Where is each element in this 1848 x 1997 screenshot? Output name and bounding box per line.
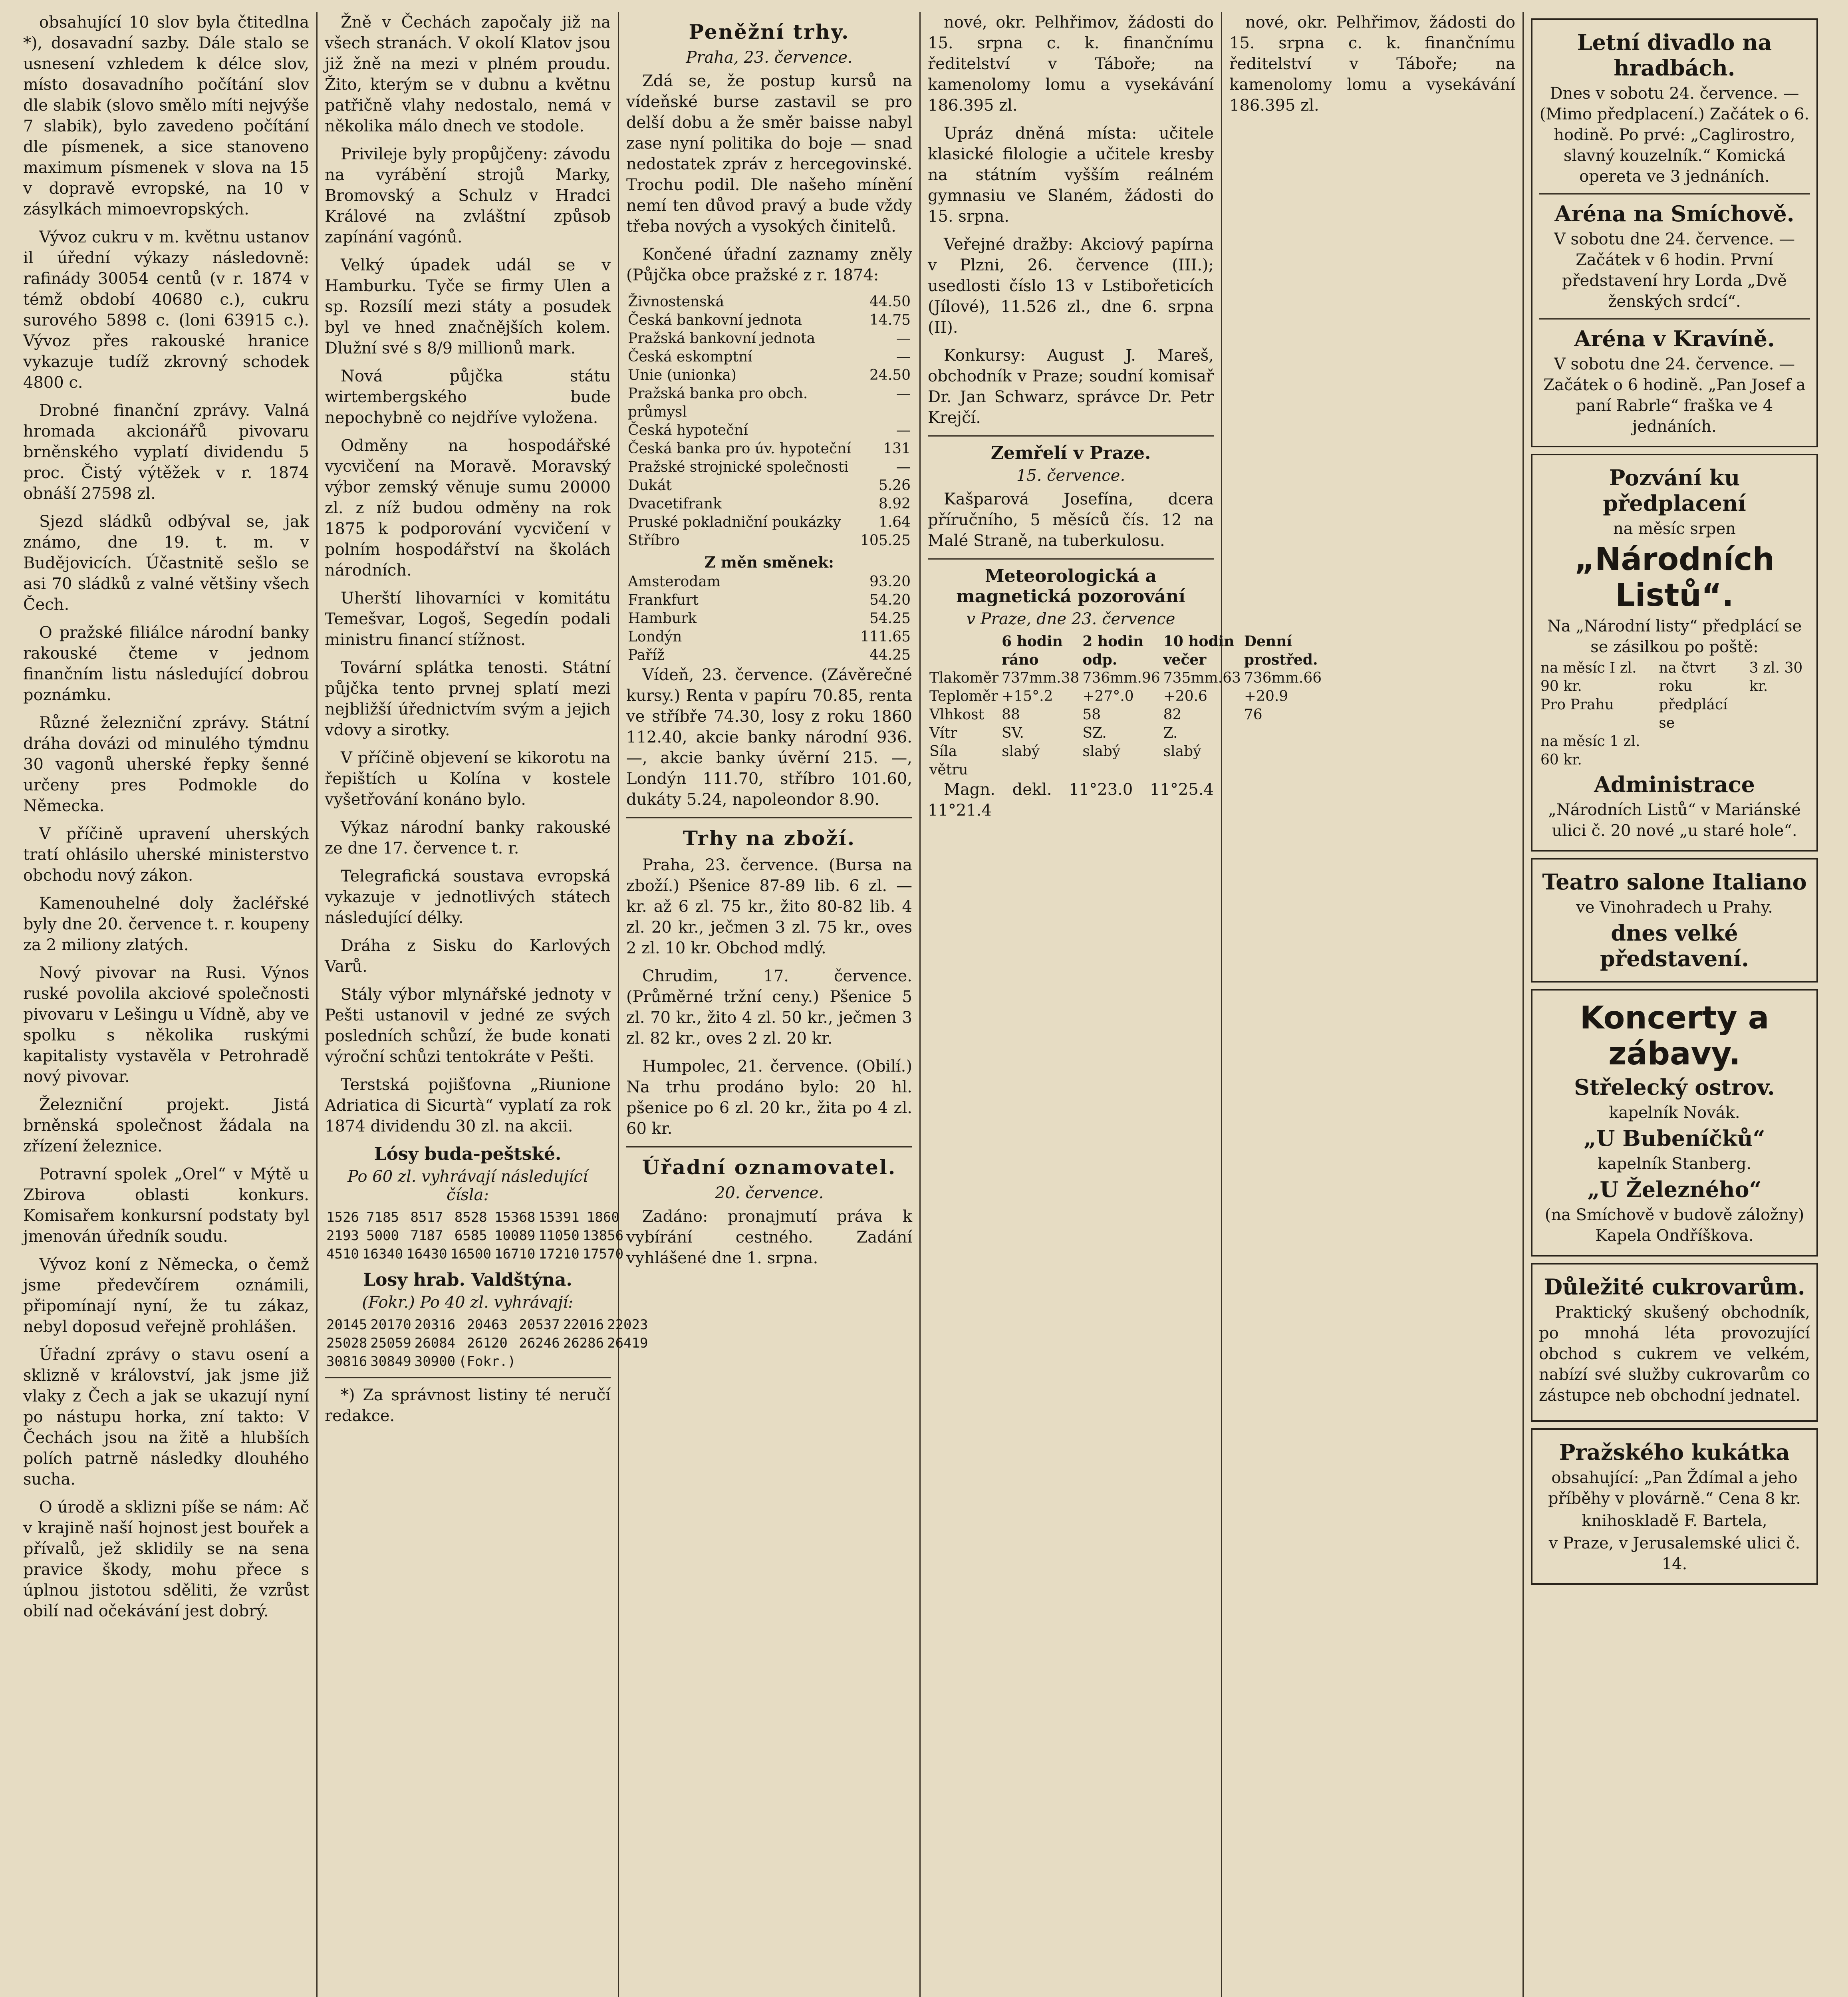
bookshop-name: knihoskladě F. Bartela, [1582, 1512, 1767, 1530]
table-cell: — [896, 330, 911, 347]
table-cell: 20316 [414, 1317, 456, 1333]
lottery-row [325, 1316, 649, 1334]
table-cell: 16430 [406, 1246, 447, 1262]
paragraph: obsahující 10 slov byla čtitedlna *), dosavadní sazby. Dále stalo se usnesení vzhledem k délce slov, místo dosavadního počítání slov dle slabik (slovo smělo míti nejvýše 7 slabik), bylo zavedeno počítání dle písmenek, a sice stanoveno maximum písmenek v slova na 15 v dopravě evropské, na 10 v zásylkách mimoevropských. [23, 13, 309, 218]
quote-row [626, 495, 912, 513]
table-cell: Londýn [628, 629, 682, 645]
paragraph: nové, okr. Pelhřimov, žádosti do 15. srpna c. k. finančnímu ředitelství v Táboře; na kamenolomy lomu a vysekávání 186.395 zl. [928, 13, 1214, 115]
paragraph: Odměny na hospodářské vycvičení na Moravě. Moravský výbor zemský věnuje sumu 20000 zl. z níž budou odměny na rok 1875 k podporování vycvičení v polním hospodářství na školách národních. [325, 437, 611, 580]
table-cell [1657, 732, 1747, 769]
divider [1539, 193, 1810, 195]
lottery-row [325, 1227, 625, 1245]
table-cell: +20.6 [1163, 688, 1207, 705]
footnote: *) Za správnost listiny té neručí redakce. [325, 1386, 611, 1425]
paragraph: Vídeň, 23. července. (Závěrečné kursy.) Renta v papíru 70.85, renta ve stříbře 74.30, losy z roku 1860 112.40, akcie banky národní 936. —, akcie banky úvěrní 215. —, Londýn 111.70, stříbro 101.60, dukáty 5.24, napoleondor 8.90. [626, 666, 912, 809]
price-row [1539, 659, 1810, 696]
paragraph: Upráz dněná místa: učitele klasické filologie a učitele kresby na státním vyšším reálném gymnasiu ve Slaném, žádosti do 15. srpna. [928, 124, 1214, 226]
venue-name: „U Železného“ [1587, 1177, 1762, 1202]
table-cell: 11050 [538, 1228, 580, 1244]
venue-band: kapelník Novák. [1609, 1104, 1740, 1122]
paragraph: Výkaz národní banky rakouské ze dne 17. července t. r. [325, 818, 611, 858]
venue-band: kapelník Stanberg. [1597, 1155, 1752, 1173]
teatro-performance: dnes velké představení. [1600, 920, 1749, 971]
quote-row [626, 330, 912, 348]
paragraph: V příčině upravení uherských tratí ohlásilo uherské ministerstvo obchodu nový zákon. [23, 825, 309, 885]
venue-name: Střelecký ostrov. [1574, 1074, 1775, 1100]
table-cell: Frankfurt [628, 592, 699, 608]
divider [626, 1146, 912, 1147]
newspaper-name: „Národních Listů“. [1574, 542, 1775, 613]
table-cell: 7185 [366, 1209, 399, 1225]
table-cell: 22023 [607, 1317, 648, 1333]
table-cell: 7187 [410, 1228, 443, 1244]
theatre-text: Dnes v sobotu 24. července. — (Mimo předplacení.) Začátek o 6. hodině. Po prvé: „Caglirostro, slavný kouzelník.“ Komická opereta ve 3 jednáních. [1539, 84, 1810, 186]
table-cell: Česká hypoteční [628, 422, 748, 439]
table-cell: — [896, 349, 911, 365]
table-cell: Síla větru [929, 743, 968, 778]
section-title: Úřadní oznamovatel. [642, 1155, 897, 1179]
table-header-cell [928, 632, 1000, 669]
table-header-cell: 10 hodin večer [1163, 633, 1235, 668]
table-cell: 111.65 [860, 629, 911, 645]
table-cell: slabý [1163, 743, 1201, 760]
kukatko-box [1531, 1428, 1818, 1585]
table-cell: 16710 [494, 1246, 536, 1262]
quote-row [626, 440, 912, 458]
column-6 [1524, 12, 1825, 1997]
table-cell: 24.50 [869, 367, 911, 383]
quote-row [626, 476, 912, 495]
paragraph: Potravní spolek „Orel“ v Mýtě u Zbirova oblasti konkurs. Komisařem konkursní podstaty byl jmenován úředník soudu. [23, 1165, 309, 1246]
lottery-row [325, 1334, 649, 1352]
paragraph: Vývoz cukru v m. květnu ustanov il úřední výkazy následovně: rafinády 30054 centů (v r. 1874 v témž období 40680 c.), cukru surového 5898 c. (loni 63915 c.). Vývoz přes rakouské hranice vykazuje tudíž zkrovný schodek 4800 c. [23, 228, 309, 392]
rate-row [626, 573, 912, 591]
columns [16, 12, 1832, 1997]
table-cell: Dukát [628, 477, 672, 494]
concerts-box [1531, 989, 1818, 1257]
table-cell: 93.20 [869, 574, 911, 590]
table-cell: Dvacetifrank [628, 496, 722, 512]
rate-row [626, 591, 912, 609]
column-4 [921, 12, 1322, 1997]
paragraph: Privileje byly propůjčeny: závodu na vyrábění strojů Marky, Bromovský a Schulz v Hradci Králové na zvláštní způsob zapínání vagónů. [325, 145, 611, 246]
table-cell: +20.9 [1244, 688, 1288, 705]
table-cell: 26419 [607, 1335, 648, 1351]
table-cell: 26120 [466, 1335, 508, 1351]
rate-row [626, 646, 912, 665]
table-cell: 54.25 [869, 610, 911, 627]
paragraph: Telegrafická soustava evropská vykazuje v jednotlivých státech následující délky. [325, 867, 611, 927]
table-cell: 1526 [326, 1209, 359, 1225]
paragraph: Tovární splátka tenosti. Státní půjčka tento prvnej splatí mezi nejbližší úřednictvím svým a jejich vdovy a sirotky. [325, 659, 611, 739]
table-cell: 4510 [326, 1246, 359, 1262]
paragraph: Velký úpadek udál se v Hamburku. Tyče se firmy Ulen a sp. Rozsílí mezi státy a posudek byl ve hned značnějších kolem. Dlužní své s 8/9 millionů mark. [325, 256, 611, 357]
table-cell: Pražská banka pro obch. průmysl [628, 385, 808, 420]
administration-text: „Národních Listů“ v Mariánské ulici č. 20 nové „u staré hole“. [1548, 801, 1801, 840]
rate-row [626, 628, 912, 646]
dateline: 20. července. [715, 1184, 824, 1202]
table-cell: 737mm.38 [1002, 670, 1080, 686]
paragraph: Nová půjčka státu wirtembergského bude nepochybně co nejdříve vyložena. [325, 367, 611, 427]
table-cell: předplácí se [1659, 697, 1728, 731]
section-title: Zemřelí v Praze. [990, 443, 1151, 463]
table-cell: 8517 [410, 1209, 443, 1225]
table-cell: 20463 [466, 1317, 508, 1333]
table-cell: +15°.2 [1002, 688, 1053, 705]
table-cell: 44.25 [869, 647, 911, 663]
paragraph: Železniční projekt. Jistá brněnská společnost žádala na zřízení železnice. [23, 1096, 309, 1155]
table-cell: 44.50 [869, 294, 911, 310]
table-cell: 131 [883, 441, 911, 457]
table-cell: 735mm.63 [1163, 670, 1241, 686]
table-header-cell: 6 hodin ráno [1002, 633, 1063, 668]
table-cell: 82 [1163, 707, 1182, 723]
paragraph: V příčině objevení se kikorotu na řepištích u Kolína v kostele vyšetřování konáno bylo. [325, 749, 611, 809]
bookshop-address: v Praze, v Jerusalemské ulici č. 14. [1548, 1534, 1800, 1573]
rate-row [626, 609, 912, 628]
quotes-table [626, 293, 912, 550]
table-cell: Vlhkost [929, 707, 985, 723]
divider [1539, 318, 1810, 320]
table-cell: 20170 [370, 1317, 411, 1333]
table-cell: Unie (unionka) [628, 367, 736, 383]
table-cell: Amsterodam [628, 574, 721, 590]
rates-table [626, 573, 912, 665]
table-cell: 2193 [326, 1228, 359, 1244]
theatre-title: Aréna na Smíchově. [1554, 201, 1794, 226]
divider [626, 817, 912, 818]
lottery-row [325, 1352, 649, 1371]
table-cell: — [896, 422, 911, 439]
table-cell: 20145 [326, 1317, 367, 1333]
table-cell: 26084 [414, 1335, 456, 1351]
column-1 [16, 12, 318, 1997]
table-cell: 5000 [366, 1228, 399, 1244]
table-cell: slabý [1002, 743, 1040, 760]
theatre-title: Letní divadlo na hradbách. [1577, 30, 1772, 81]
paragraph: Magn. dekl. 11°23.0 11°25.4 11°21.4 [928, 780, 1214, 820]
table-cell: — [896, 459, 911, 475]
section-title: Trhy na zboží. [683, 826, 856, 850]
paragraph: Zdá se, že postup kursů na vídeňské burse zastavil se pro delší dobu a že směr baisse nabyl zase nyní politika do boje — snad nedostatek zpráv z hercegovinské. Trochu podil. Dle našeho mínění nemí ten důvod pravý a bude vždy třeba nových a vysokých činitelů. [626, 72, 912, 236]
table-header-cell: 2 hodin odp. [1082, 633, 1144, 668]
table-cell: 10089 [494, 1228, 536, 1244]
table-cell: 17210 [538, 1246, 580, 1262]
divider [928, 435, 1214, 437]
table-cell: 105.25 [860, 532, 911, 549]
paragraph: Vývoz koní z Německa, o čemž jsme předevčírem oznámili, připomínají nyní, že tu zákaz, nebyl doposud veřejně prohlášen. [23, 1255, 309, 1336]
table-cell: 736mm.96 [1082, 670, 1160, 686]
divider [325, 1377, 611, 1378]
table-cell: 16500 [450, 1246, 491, 1262]
lottery-title: Losy hrab. Valdštýna. [363, 1270, 572, 1290]
kukatko-title: Pražského kukátka [1559, 1439, 1790, 1465]
table-cell: SV. [1002, 725, 1024, 741]
lottery-table [325, 1208, 625, 1263]
paragraph: Uherští lihovarníci v komitátu Temešvar, Logoš, Segedín podali ministru financí stížnost. [325, 589, 611, 649]
lottery-subtitle: Po 60 zl. vyhrávají následující čísla: [347, 1167, 588, 1204]
table-cell [517, 1352, 561, 1371]
sugar-ad-box [1531, 1263, 1818, 1422]
table-cell: Vítr [929, 725, 957, 741]
table-cell: 88 [1002, 707, 1020, 723]
dateline: Praha, 23. července. [686, 48, 853, 67]
table-header-cell: Denní prostřed. [1244, 633, 1318, 668]
table-cell: Teploměr [929, 688, 998, 705]
venue-name: „U Bubeníčků“ [1584, 1126, 1765, 1151]
dateline: 15. července. [1016, 466, 1125, 485]
rates-label: Z měn směnek: [704, 553, 834, 571]
paragraph: Nový pivovar na Rusi. Výnos ruské povolila akciové společnosti pivovaru v Lešingu u Vídně, aby ve spolku s několika ruskými kapitalisty vystavěla v Petrohradě nový pivovar. [23, 964, 309, 1086]
section-title: Peněžní trhy. [689, 20, 850, 44]
table-cell: 54.20 [869, 592, 911, 608]
table-cell: 1860 [586, 1209, 619, 1225]
paragraph: Kašparová Josefína, dcera příručního, 5 měsíců čís. 12 na Malé Straně, na tuberkulosu. [928, 490, 1214, 550]
price-row [1539, 732, 1810, 769]
subscription-prices [1539, 659, 1810, 769]
concerts-title: Koncerty a zábavy. [1580, 1000, 1769, 1072]
table-cell: 736mm.66 [1244, 670, 1322, 686]
table-cell: Pruské pokladniční poukázky [628, 514, 841, 530]
paragraph: O úrodě a sklizni píše se nám: Ač v krajině naší hojnost jest bouřek a přívalů, jež sklidily se na sena pravice škody, mohu přece s úplnou jistotou sděliti, že vzrůst obilí nad očekávání jest dobrý. [23, 1498, 309, 1620]
quote-row [626, 532, 912, 550]
paragraph: Veřejné dražby: Akciový papírna v Plzni, 26. července (III.); usedlosti číslo 13 v Lstibořeticích (Jílové), 11.526 zl., dne 6. srpna (II). [928, 235, 1214, 337]
table-cell: 22016 [563, 1317, 604, 1333]
quote-row [626, 385, 912, 421]
table-cell: SZ. [1082, 725, 1107, 741]
table-cell: Živnostenská [628, 294, 724, 310]
table-cell: Česká bankovní jednota [628, 312, 802, 328]
lottery-table [325, 1316, 649, 1371]
paragraph: Žně v Čechách započaly již na všech stranách. V okolí Klatov jsou již žně na mezi v plném proudu. Žito, kterým se v dubnu a květnu patřičně vlahy nedostalo, nemá v několika málo dnech ve stodole. [325, 13, 611, 135]
subscription-title: Pozvání ku předplacení [1603, 465, 1746, 516]
paragraph: Praha, 23. července. (Bursa na zboží.) Pšenice 87-89 lib. 6 zl. — kr. až 6 zl. 75 kr., žito 80-82 lib. 4 zl. 20 kr., ječmen 3 zl. 75 kr., oves 2 zl. 10 kr. Obchod mdlý. [626, 856, 912, 957]
table-cell: 13856 [582, 1228, 624, 1244]
paragraph: Terstská pojišťovna „Riunione Adriatica di Sicurtà“ vyplatí za rok 1874 dividendu 30 zl. na akcii. [325, 1076, 611, 1135]
paragraph: Sjezd sládků odbýval se, jak známo, dne 19. t. m. v Budějovicích. Účastnitě sešlo se asi 70 sládků z valné většiny všech Čech. [23, 512, 309, 614]
table-cell: 58 [1082, 707, 1101, 723]
sugar-ad-text: Praktický skušený obchodník, po mnohá léta provozující obchod s cukrem ve velkém, nabízí své služby cukrovarům co zástupce neb obchodní jednatel. [1539, 1303, 1810, 1405]
table-cell: slabý [1082, 743, 1121, 760]
table-cell [1748, 696, 1810, 732]
table-cell: Česká eskomptní [628, 349, 752, 365]
quote-row [626, 366, 912, 385]
paragraph: Stály výbor mlynářské jednoty v Pešti ustanovil v jedné ze svých posledních schůzí, že bude konati výroční schůzi tentokráte v Pešti. [325, 985, 611, 1066]
subscription-text: Na „Národní listy“ předplácí se se zásilkou po poště: [1547, 617, 1802, 656]
table-cell: 30816 [326, 1354, 367, 1370]
lottery-title: Lósy buda-peštské. [374, 1144, 562, 1164]
table-cell: (Fokr.) [459, 1354, 516, 1370]
sugar-ad-title: Důležité cukrovarům. [1544, 1274, 1805, 1300]
table-cell: Pro Prahu [1540, 697, 1614, 713]
quote-row [626, 513, 912, 532]
table-cell: 30849 [370, 1354, 411, 1370]
table-cell: 8.92 [878, 496, 911, 512]
table-cell: Z. [1163, 725, 1178, 741]
table-cell: na měsíc 1 zl. 60 kr. [1540, 733, 1640, 768]
quote-row [626, 458, 912, 476]
lottery-subtitle: (Fokr.) Po 40 zl. vyhrávají: [362, 1293, 574, 1312]
table-cell: 25028 [326, 1335, 367, 1351]
table-cell: 30900 [414, 1354, 456, 1370]
table-cell: +27°.0 [1082, 688, 1134, 705]
table-cell: 26246 [519, 1335, 560, 1351]
dateline: v Praze, dne 23. července [966, 610, 1175, 628]
table-cell: na měsíc I zl. 90 kr. [1540, 660, 1637, 695]
table-cell: Pražská bankovní jednota [628, 330, 816, 347]
column-3 [619, 12, 921, 1997]
paragraph: Končené úřadní zaznamy zněly (Půjčka obce pražské z r. 1874: [626, 245, 912, 284]
table-cell: Paříž [628, 647, 665, 663]
subscription-box [1531, 454, 1818, 852]
table-cell: 5.26 [878, 477, 911, 494]
table-cell: 25059 [370, 1335, 411, 1351]
table-cell: 26286 [563, 1335, 604, 1351]
table-cell: 1.64 [878, 514, 911, 530]
table-cell: Tlakoměr [929, 670, 999, 686]
paragraph: Zadáno: pronajmutí práva k vybírání cestného. Zadání vyhlášené dne 1. srpna. [626, 1207, 912, 1267]
quote-row [626, 348, 912, 366]
quote-row [626, 421, 912, 440]
table-cell [562, 1352, 605, 1371]
column-5 [1222, 12, 1524, 1997]
table-cell: 76 [1244, 707, 1262, 723]
lottery-row [325, 1245, 625, 1263]
table-cell: 6585 [454, 1228, 487, 1244]
paragraph: Úřadní zprávy o stavu osení a sklizně v království, jak jsme již vlaky z Čech a jak se ukazují nyní po nástupu horka, zní takto: V Čechách jsou na žitě a hlubších polích patrně následky dlouhého sucha. [23, 1346, 309, 1489]
paragraph: Konkursy: August J. Mareš, obchodník v Praze; soudní komisař Dr. Jan Schwarz, správce Dr. Petr Krejčí. [928, 346, 1214, 427]
quote-row [626, 293, 912, 311]
administration-title: Administrace [1594, 772, 1755, 797]
theatre-box [1531, 18, 1818, 447]
paragraph: Kamenouhelné doly žacléřské byly dne 20. července t. r. koupeny za 2 miliony zlatých. [23, 894, 309, 954]
paragraph: Dráha z Sisku do Karlových Varů. [325, 937, 611, 976]
kukatko-text: obsahující: „Pan Ždímal a jeho příběhy v plovárně.“ Cena 8 kr. [1548, 1469, 1801, 1508]
paragraph: Drobné finanční zprávy. Valná hromada akcionářů pivovaru brněnského vyplatí dividendu 5 proc. Čistý výtěžek v r. 1874 obnáší 27598 zl. [23, 401, 309, 503]
theatre-text: V sobotu dne 24. července. — Začátek o 6 hodině. „Pan Josef a paní Rabrle“ fraška ve 4 jednáních. [1543, 355, 1806, 436]
table-cell: Hamburk [628, 610, 697, 627]
theatre-text: V sobotu dne 24. července. — Začátek v 6 hodin. První představení hry Lorda „Dvě ženských srdcí“. [1554, 230, 1795, 311]
teatro-text: ve Vinohradech u Prahy. [1576, 898, 1773, 917]
table-cell [1748, 732, 1810, 769]
table-cell: Pražské strojnické společnosti [628, 459, 849, 475]
lottery-row [325, 1208, 625, 1227]
paragraph: Chrudim, 17. července. (Průměrné tržní ceny.) Pšenice 5 zl. 70 kr., žito 4 zl. 50 kr., ječmen 3 zl. 82 kr., oves 2 zl. 20 kr. [626, 967, 912, 1048]
subscription-subtitle: na měsíc srpen [1613, 520, 1736, 538]
table-cell: 8528 [454, 1209, 487, 1225]
divider [928, 558, 1214, 560]
venue-band: (na Smíchově v budově záložny) Kapela Ondříškova. [1544, 1206, 1804, 1245]
table-cell: 3 zl. 30 kr. [1749, 660, 1803, 695]
teatro-title: Teatro salone Italiano [1542, 869, 1807, 895]
teatro-box [1531, 858, 1818, 983]
paragraph: Humpolec, 21. července. (Obilí.) Na trhu prodáno bylo: 20 hl. pšenice po 6 zl. 20 kr., žita po 4 zl. 60 kr. [626, 1057, 912, 1138]
quote-row [626, 311, 912, 330]
paragraph: Různé železniční zprávy. Státní dráha dovázi od minulého týmdnu 30 vagonů uherské řepky šenné určeny pres Podmokle do Německa. [23, 714, 309, 815]
table-cell: 17570 [582, 1246, 624, 1262]
table-cell: 15368 [494, 1209, 536, 1225]
paragraph: O pražské filiálce národní banky rakouské čteme v jednom finančním listu následující dobrou poznámku. [23, 623, 309, 704]
section-title: Meteorologická a magnetická pozorování [956, 566, 1185, 607]
table-cell: 15391 [538, 1209, 580, 1225]
table-cell: 14.75 [869, 312, 911, 328]
table-cell: — [896, 385, 911, 402]
table-cell: Česká banka pro úv. hypoteční [628, 441, 851, 457]
table-cell: 16340 [362, 1246, 403, 1262]
price-row [1539, 696, 1810, 732]
paragraph: nové, okr. Pelhřimov, žádosti do 15. srpna c. k. finančnímu ředitelství v Táboře; na kamenolomy lomu a vysekávání 186.395 zl. [1229, 13, 1515, 115]
table-cell: Stříbro [628, 532, 680, 549]
table-cell: na čtvrt roku [1659, 660, 1716, 695]
table-cell: 20537 [519, 1317, 560, 1333]
theatre-title: Aréna v Kravíně. [1574, 326, 1775, 351]
